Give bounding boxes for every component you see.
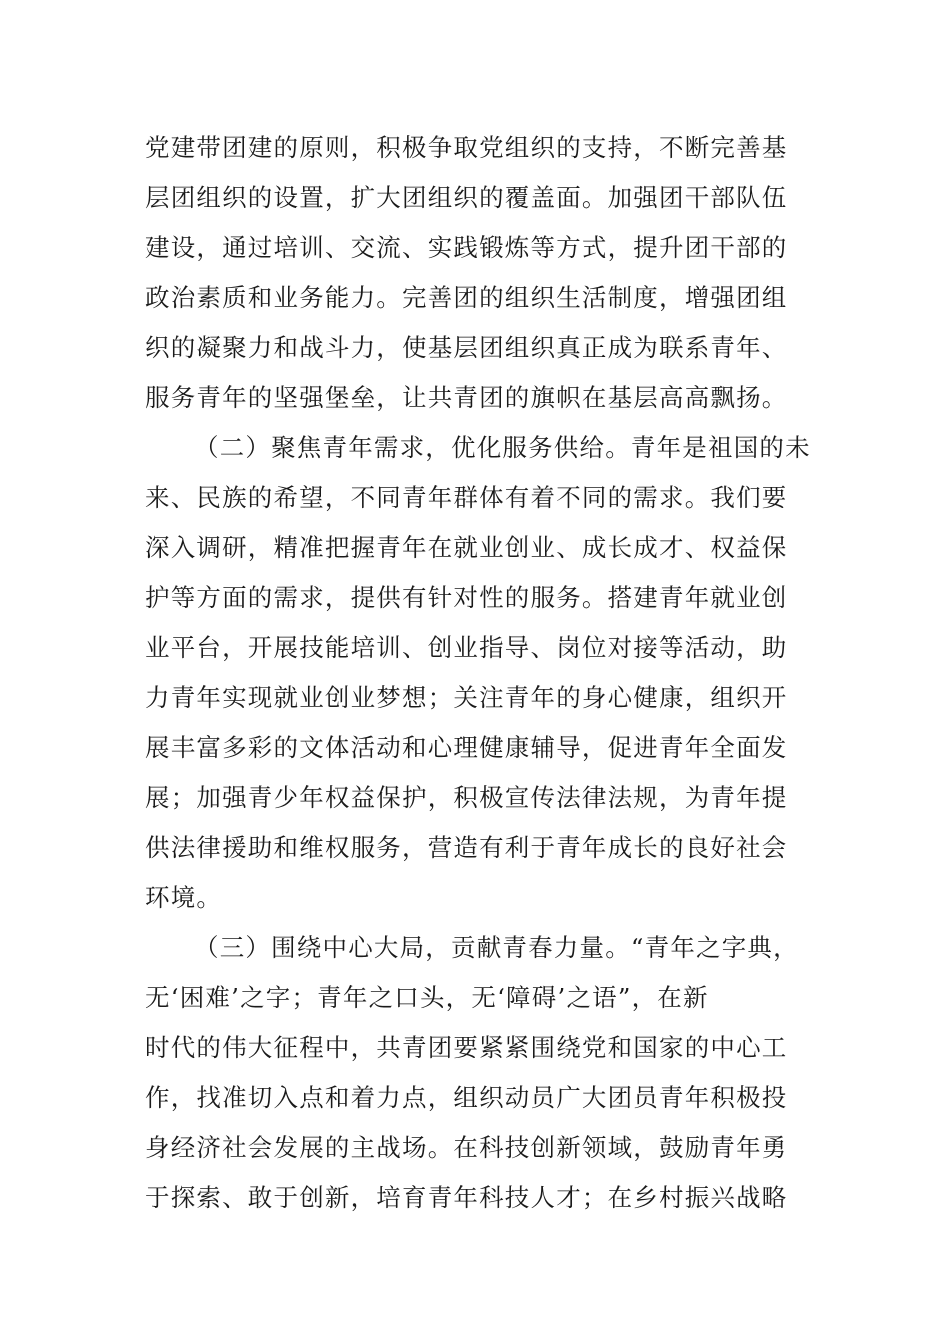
text-line: 护等方面的需求，提供有针对性的服务。搭建青年就业创: [145, 583, 788, 612]
text-line: 织的凝聚力和战斗力，使基层团组织真正成为联系青年、: [145, 333, 788, 362]
text-line: 服务青年的坚强堡垒，让共青团的旗帜在基层高高飘扬。: [145, 383, 788, 412]
text-line: 无‘困难’之字；青年之口头，无‘障碍’之语”，在新: [145, 983, 709, 1012]
paragraph-first-line: （二）聚焦青年需求，优化服务供给。青年是祖国的未: [194, 433, 811, 462]
text-line: 展丰富多彩的文体活动和心理健康辅导，促进青年全面发: [145, 733, 788, 762]
paragraph-first-line: （三）围绕中心大局，贡献青春力量。“青年之字典，: [194, 933, 799, 962]
text-line: 来、民族的希望，不同青年群体有着不同的需求。我们要: [145, 483, 788, 512]
text-line: 力青年实现就业创业梦想；关注青年的身心健康，组织开: [145, 683, 788, 712]
text-line: 党建带团建的原则，积极争取党组织的支持，不断完善基: [145, 133, 788, 162]
text-line: 展；加强青少年权益保护，积极宣传法律法规，为青年提: [145, 783, 788, 812]
text-line: 于探索、敢于创新，培育青年科技人才；在乡村振兴战略: [145, 1183, 788, 1212]
text-line: 作，找准切入点和着力点，组织动员广大团员青年积极投: [145, 1083, 788, 1112]
text-line: 时代的伟大征程中，共青团要紧紧围绕党和国家的中心工: [145, 1033, 788, 1062]
text-line: 建设，通过培训、交流、实践锻炼等方式，提升团干部的: [145, 233, 788, 262]
text-line: 层团组织的设置，扩大团组织的覆盖面。加强团干部队伍: [145, 183, 788, 212]
text-line: 供法律援助和维权服务，营造有利于青年成长的良好社会: [145, 833, 788, 862]
text-line: 环境。: [145, 883, 223, 912]
text-line: 政治素质和业务能力。完善团的组织生活制度，增强团组: [145, 283, 788, 312]
text-line: 业平台，开展技能培训、创业指导、岗位对接等活动，助: [145, 633, 788, 662]
text-line: 深入调研，精准把握青年在就业创业、成长成才、权益保: [145, 533, 788, 562]
text-line: 身经济社会发展的主战场。在科技创新领域，鼓励青年勇: [145, 1133, 788, 1162]
